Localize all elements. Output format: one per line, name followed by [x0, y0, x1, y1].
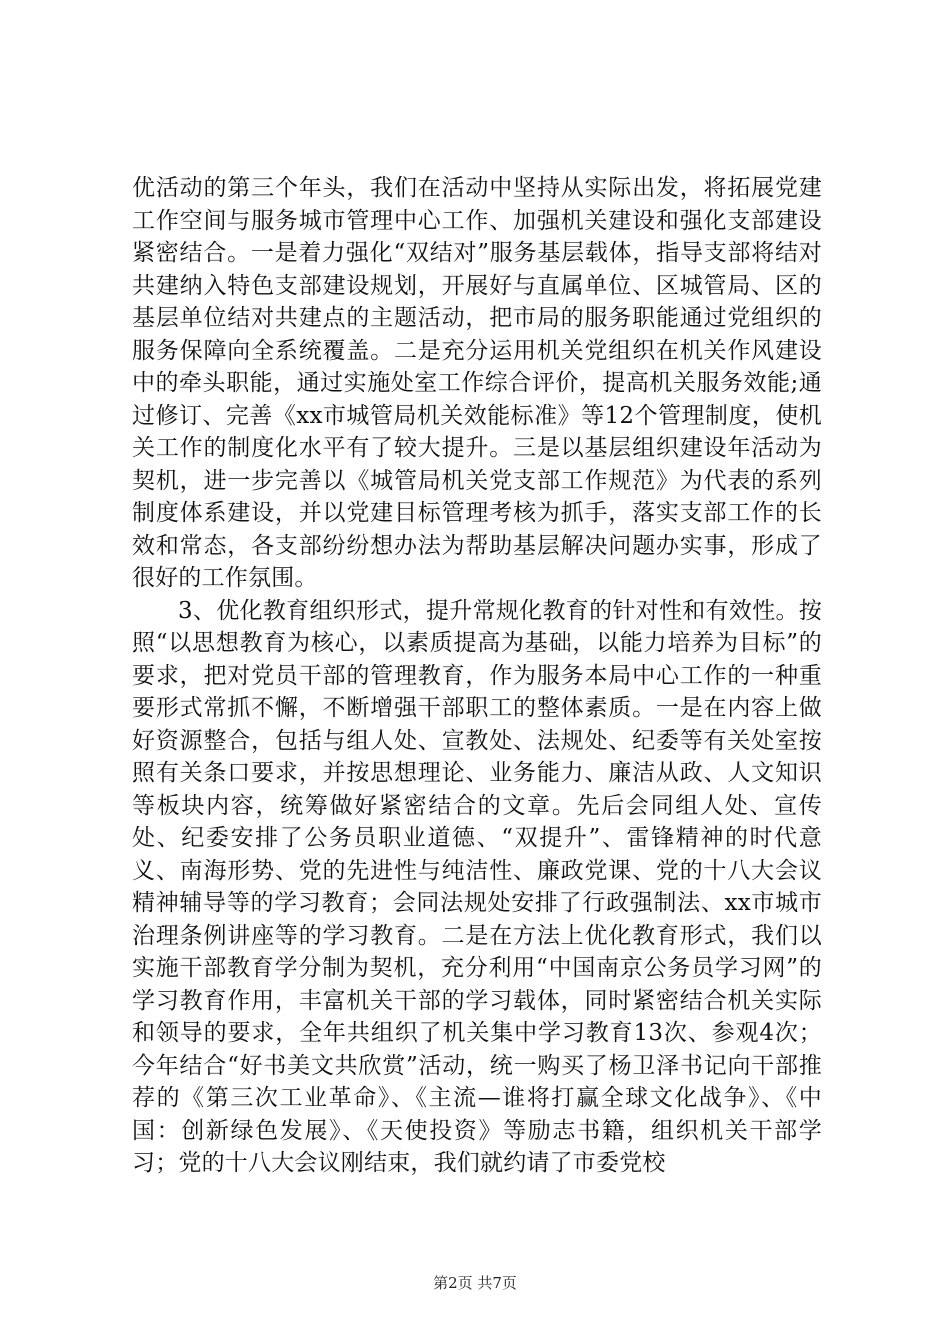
paragraph-continued: 优活动的第三个年头，我们在活动中坚持从实际出发，将拓展党建工作空间与服务城市管理中心工作、加强机关建设和强化支部建设紧密结合。一是着力强化“双结对”服务基层载体，指导支部将结对共建纳入特色支部建设规划，开展好与直属单位、区城管局、区的基层单位结对共建点的主题活动，把市局的服务职能通过党组织的服务保障向全系统覆盖。二是充分运用机关党组织在机关作风建设中的牵头职能，通过实施处室工作综合评价，提高机关服务效能;通过修订、完善《xx市城管局机关效能标准》等12个管理制度，使机关工作的制度化水平有了较大提升。三是以基层组织建设年活动为契机，进一步完善以《城管局机关党支部工作规范》为代表的系列制度体系建设，并以党建目标管理考核为抓手，落实支部工作的长效和常态，各支部纷纷想办法为帮助基层解决问题办实事，形成了很好的工作氛围。	[132, 175, 822, 591]
paragraph-section-3: 3、优化教育组织形式，提升常规化教育的针对性和有效性。按照“以思想教育为核心，以素质提高为基础，以能力培养为目标”的要求，把对党员干部的管理教育，作为服务本局中心工作的一种重要形式常抓不懈，不断增强干部职工的整体素质。一是在内容上做好资源整合，包括与组人处、宣教处、法规处、纪委等有关处室按照有关条口要求，并按思想理论、业务能力、廉洁从政、人文知识等板块内容，统筹做好紧密结合的文章。先后会同组人处、宣传处、纪委安排了公务员职业道德、“双提升”、雷锋精神的时代意义、南海形势、党的先进性与纯洁性、廉政党课、党的十八大会议精神辅导等的学习教育；会同法规处安排了行政强制法、xx市城市治理条例讲座等的学习教育。二是在方法上优化教育形式，我们以实施干部教育学分制为契机，充分利用“中国南京公务员学习网”的学习教育作用，丰富机关干部的学习载体，同时紧密结合机关实际和领导的要求，全年共组织了机关集中学习教育13次、参观4次；今年结合“好书美文共欣赏”活动，统一购买了杨卫泽书记向干部推荐的《第三次工业革命》、《主流—谁将打赢全球文化战争》、《中国：创新绿色发展》、《天使投资》等励志书籍，组织机关干部学习；党的十八大会议刚结束，我们就约请了市委党校	[132, 597, 822, 1176]
document-body	[132, 172, 822, 1180]
page-footer: 第2页 共7页	[433, 1274, 517, 1292]
